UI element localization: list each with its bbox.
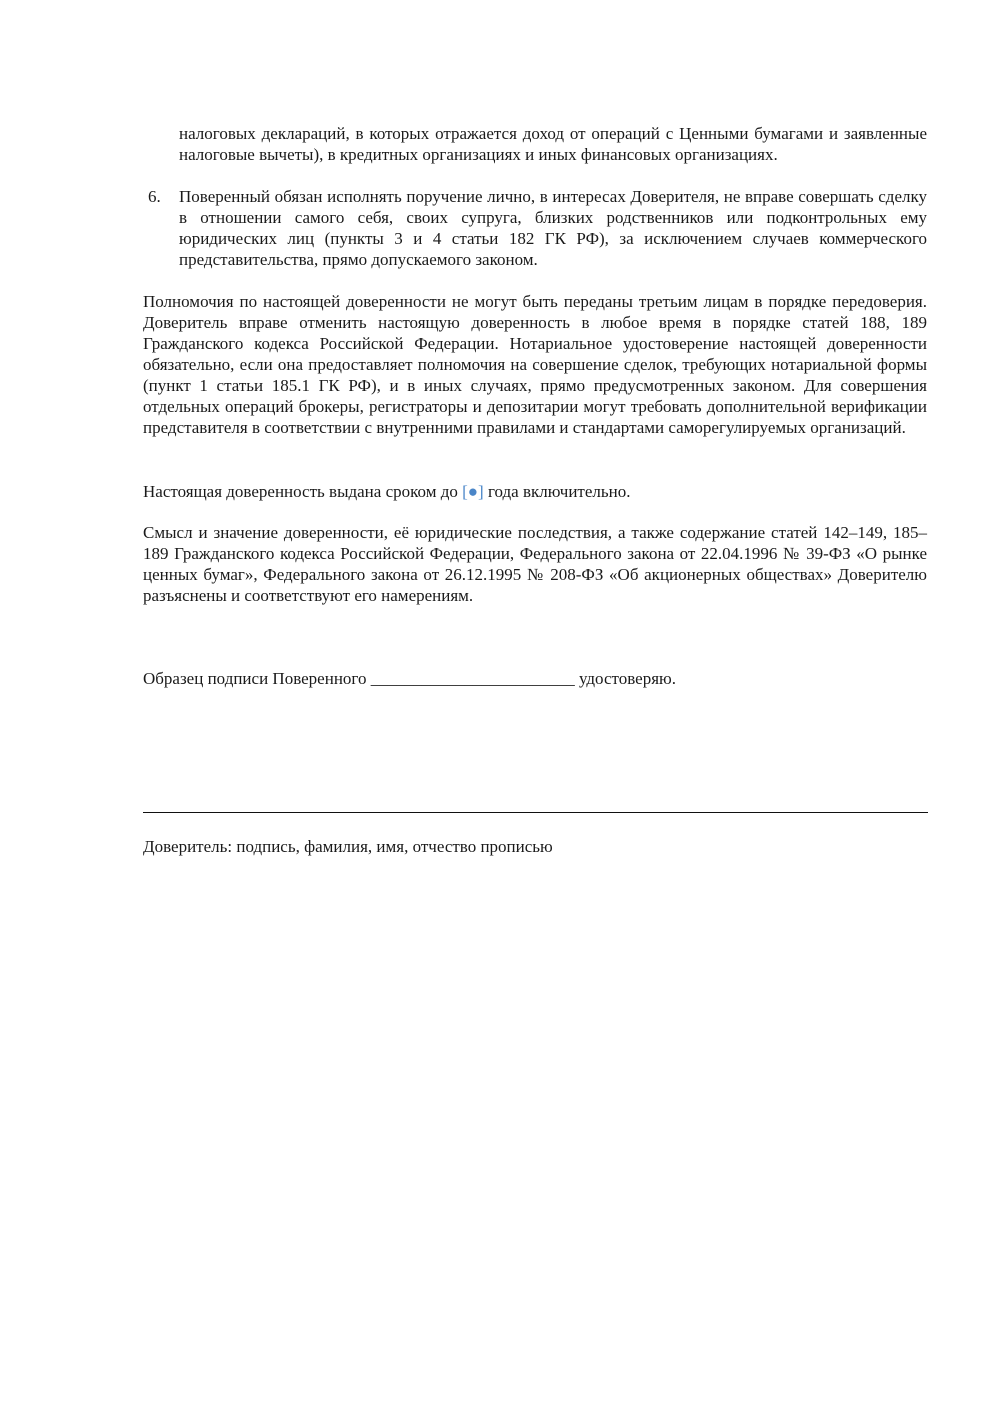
item-5-continuation: налоговых деклараций, в которых отражается доход от операций с Ценными бумагами и заявленные налоговые вычеты), в кредитных организациях и иных финансовых организациях. <box>179 124 927 164</box>
paragraph-meaning: Смысл и значение доверенности, её юридические последствия, а также содержание статей 142–149, 185–189 Гражданского кодекса Российской Федерации, Федерального закона от 22.04.1996 № 39-ФЗ «О рынке ценных бумаг», Федерального закона от 26.12.1995 № 208-ФЗ «Об акционерных обществах» Доверителю разъяснены и соответствуют его намерениям. <box>143 523 927 605</box>
item-6-text: Поверенный обязан исполнять поручение лично, в интересах Доверителя, не вправе совершать сделку в отношении самого себя, своих супруга, близких родственников или подконтрольных ему юридических лиц (пункты 3 и 4 статьи 182 ГК РФ), за исключением случаев коммерческого представительства, прямо допускаемого законом. <box>179 187 927 269</box>
principal-signature-label: Доверитель: подпись, фамилия, имя, отчество прописью <box>143 837 553 856</box>
validity-suffix: года включительно. <box>483 482 631 501</box>
item-6-number: 6. <box>148 187 161 206</box>
signature-rule <box>143 812 928 813</box>
validity-paragraph <box>143 481 927 502</box>
validity-date-placeholder: [●] <box>462 482 484 501</box>
signature-sample-line: Образец подписи Поверенного ________________________ удостоверяю. <box>143 669 676 688</box>
validity-prefix: Настоящая доверенность выдана сроком до <box>143 482 463 501</box>
paragraph-powers: Полномочия по настоящей доверенности не могут быть переданы третьим лицам в порядке передоверия. Доверитель вправе отменить настоящую доверенность в любое время в порядке статей 188, 189 Гражданского кодекса Российской Федерации. Нотариальное удостоверение настоящей доверенности обязательно, если она предоставляет полномочия на совершение сделок, требующих нотариальной формы (пункт 1 статьи 185.1 ГК РФ), и в иных случаях, прямо предусмотренных законом. Для совершения отдельных операций брокеры, регистраторы и депозитарии могут требовать дополнительной верификации представителя в соответствии с внутренними правилами и стандартами саморегулируемых организаций. <box>143 292 927 437</box>
